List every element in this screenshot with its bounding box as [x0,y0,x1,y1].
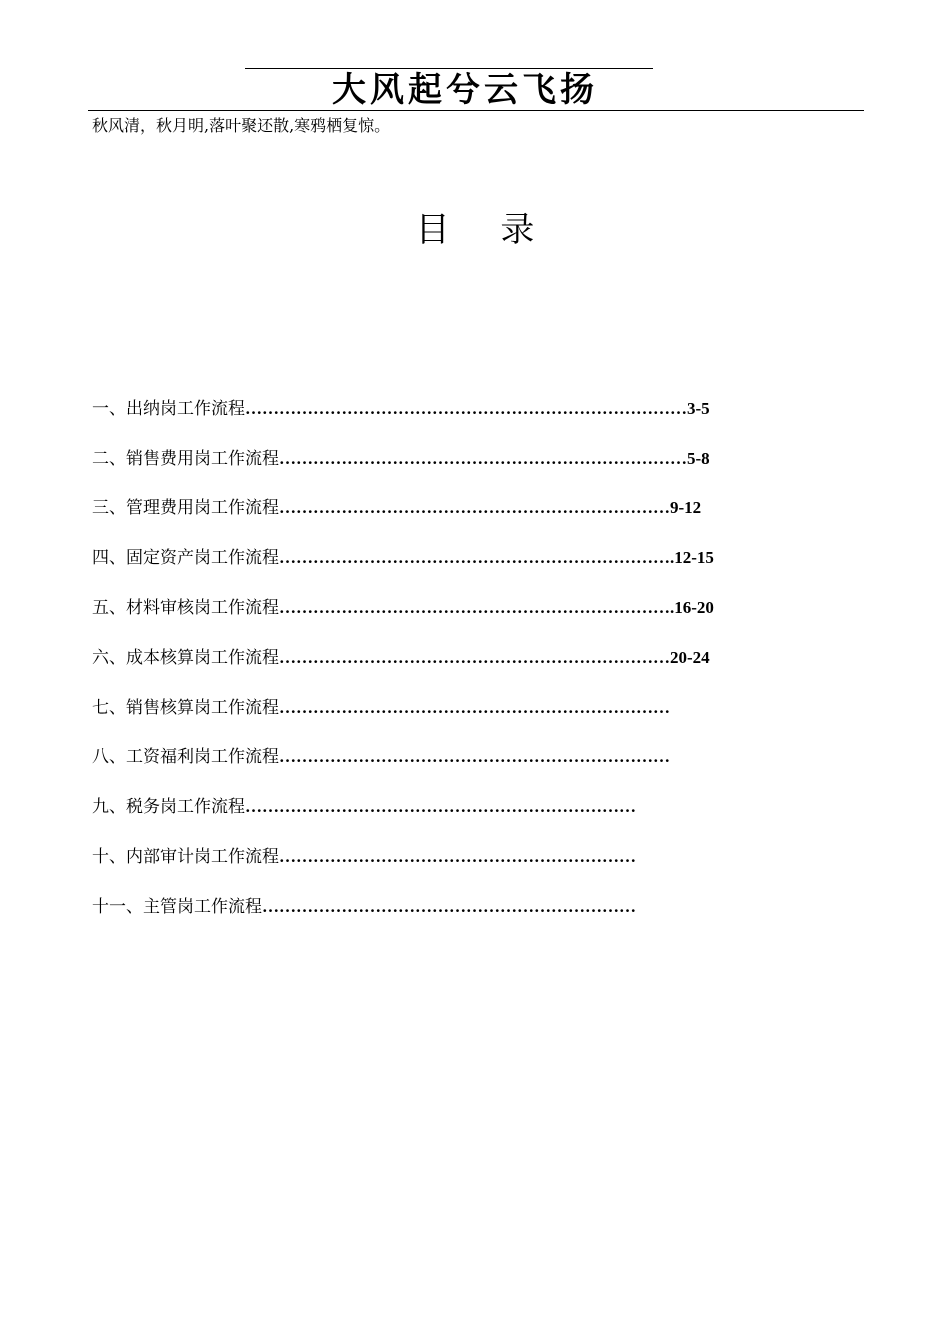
toc-entry-label: 十一、主管岗工作流程 [92,896,262,917]
toc-entry-label: 八、工资福利岗工作流程 [92,747,279,768]
toc-entry[interactable] [92,733,812,783]
toc-entry-page: 3-5 [687,398,710,418]
header-banner: 大风起兮云飞扬 [332,70,598,110]
toc-entry-label: 六、成本核算岗工作流程 [92,647,279,668]
toc-entry-label: 十、内部审计岗工作流程 [92,847,279,868]
toc-entry[interactable] [92,384,812,434]
toc-entry-leader: ……………………………………………………… [279,847,636,867]
toc-entry-leader: …………………………………………………………… [279,697,670,717]
toc-entry-label: 二、销售费用岗工作流程 [92,448,279,469]
header-top-rule [245,68,653,69]
header-bottom-rule [88,110,864,111]
toc-entry[interactable] [92,484,812,534]
toc-title: 目 录 [415,210,535,250]
header-subtitle: 秋风清，秋月明,落叶聚还散,寒鸦栖复惊。 [92,116,391,135]
toc-entry-label: 四、固定资产岗工作流程 [92,548,279,569]
toc-entry-leader: …………………………………………………………… [279,498,670,518]
toc-entry-leader: ……………………………………………………………. [279,598,675,618]
toc-entry-label: 一、出纳岗工作流程 [92,398,245,419]
toc-entry-page: 16-20 [674,598,714,618]
toc-entry-leader: …………………………………………………………… [279,647,670,667]
toc-entry[interactable] [92,533,812,583]
toc-entry-leader: ………………………………………………………… [262,896,636,916]
toc-entry[interactable] [92,683,812,733]
toc-entry-leader: ……………………………………………………………… [279,448,687,468]
toc-entry-page: 5-8 [687,448,710,468]
toc-entry-leader: …………………………………………………………… [245,797,636,817]
toc-entry-leader: …………………………………………………………… [279,747,670,767]
toc-entry[interactable] [92,583,812,633]
table-of-contents [92,384,812,932]
toc-entry-leader: ……………………………………………………………. [279,548,675,568]
toc-entry[interactable] [92,882,812,932]
toc-entry-label: 五、材料审核岗工作流程 [92,598,279,619]
toc-entry-page: 20-24 [670,647,710,667]
toc-entry-page: 9-12 [670,498,702,518]
toc-entry-page: 12-15 [674,548,714,568]
toc-entry[interactable] [92,633,812,683]
toc-entry[interactable] [92,832,812,882]
toc-entry-label: 三、管理费用岗工作流程 [92,498,279,519]
toc-entry-label: 七、销售核算岗工作流程 [92,697,279,718]
toc-entry[interactable] [92,782,812,832]
toc-entry-leader: …………………………………………………………………… [245,398,687,418]
toc-entry[interactable] [92,434,812,484]
toc-entry-label: 九、税务岗工作流程 [92,797,245,818]
